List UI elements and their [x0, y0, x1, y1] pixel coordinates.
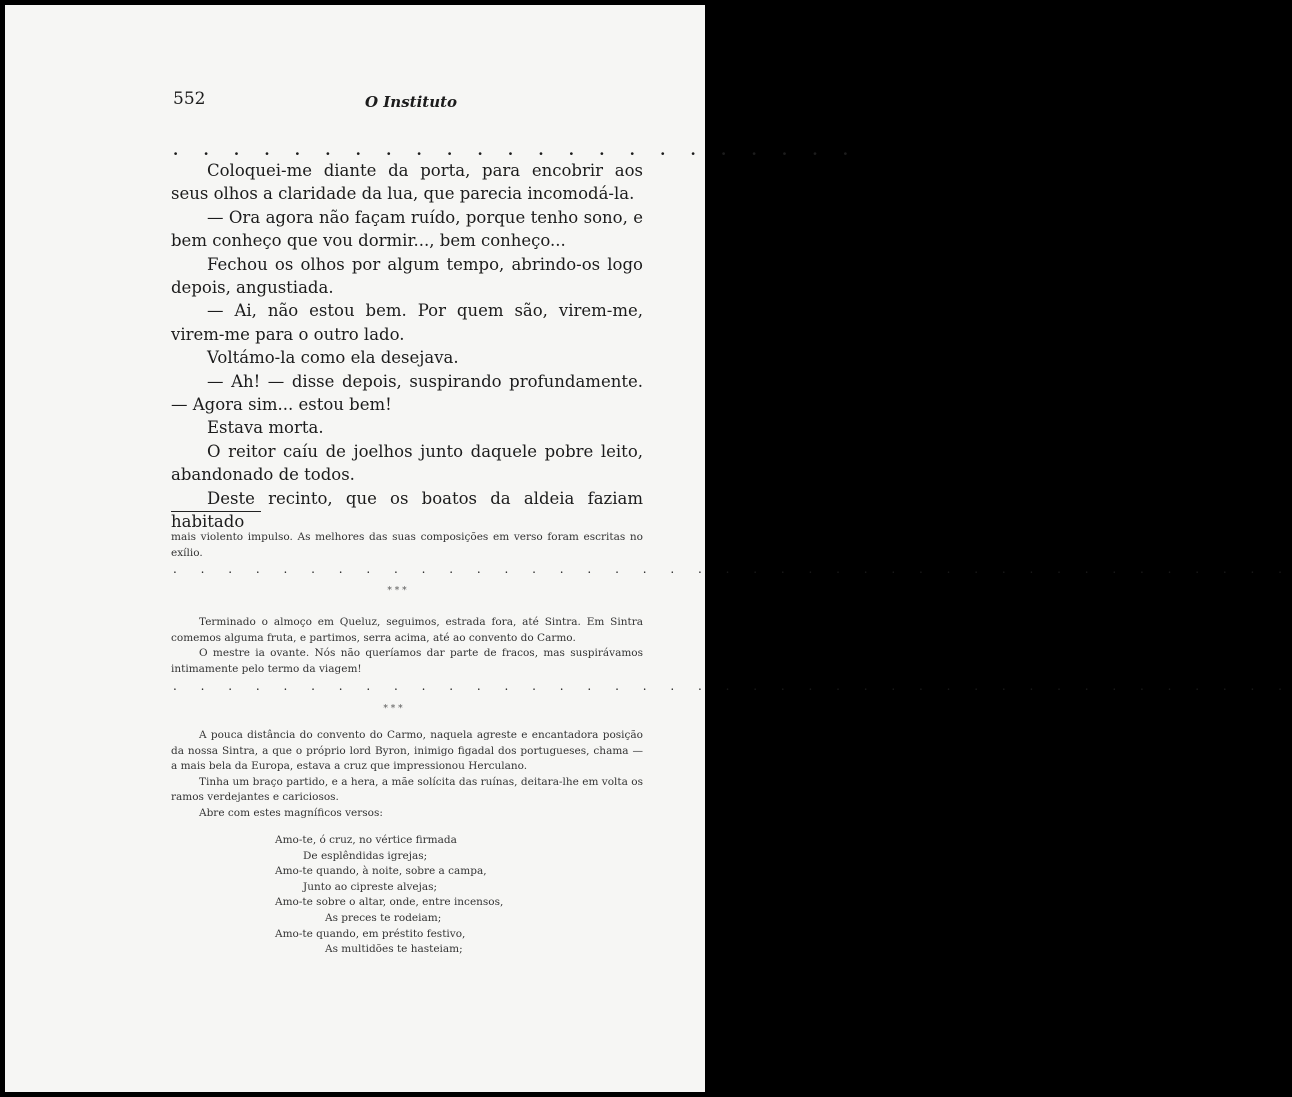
asterism: * * * — [387, 586, 407, 596]
paragraph: Deste recinto, que os boatos da aldeia faziam habitado — [171, 488, 643, 532]
footnote-paragraph: A pouca distância do convento do Carmo, naquela agreste e encantadora posição da nossa Sintra, a que o próprio lord Byron, inimigo figadal dos portugueses, chama — a mais bela da Europa, estava a cruz que impressionou Herculano. — [171, 729, 643, 772]
poem-line: Amo-te quando, à noite, sobre a campa, — [275, 865, 487, 878]
paragraph: — Ah! — disse depois, suspirando profundamente. — Agora sim... estou bem! — [171, 371, 643, 415]
footnote-continuation — [171, 530, 643, 561]
poem-line: Amo-te, ó cruz, no vértice firmada — [275, 834, 457, 846]
paragraph: Estava morta. — [207, 418, 324, 438]
paragraph: O reitor caíu de joelhos junto daquele pobre leito, abandonado de todos. — [171, 441, 643, 485]
main-text — [171, 159, 643, 534]
poem-line: As multidões te hasteiam; — [325, 943, 463, 956]
ellipsis-divider: . . . . . . . . . . . . . . . . . . . . . . . — [173, 141, 858, 159]
footnote-rule — [171, 511, 261, 512]
running-title: O Instituto — [365, 93, 458, 111]
paragraph: — Ai, não estou bem. Por quem são, virem-me, virem-me para o outro lado. — [171, 301, 643, 344]
poem-line: Amo-te quando, em préstito festivo, — [275, 927, 466, 940]
book-page — [5, 5, 1292, 1092]
footnote-paragraph: O mestre ia ovante. Nós não queríamos dar parte de fracos, mas suspirávamos intimamente pelo termo da viagem! — [171, 647, 643, 675]
paragraph: Coloquei-me diante da porta, para encobrir aos seus olhos a claridade da lua, que parecia incomodá-la. — [171, 161, 643, 204]
footnote-paragraph: Terminado o almoço em Queluz, seguimos, estrada fora, até Sintra. Em Sintra comemos alguma fruta, e partimos, serra acima, até ao convento do Carmo. — [171, 616, 643, 644]
footnote-ellipsis: . . . . . . . . . . . . . . . . . . . . . . . . . . . . . . . . . . . . . . . . . — [173, 562, 1292, 576]
paragraph: Fechou os olhos por algum tempo, abrindo-os logo depois, angustiada. — [171, 254, 643, 298]
footnote-ellipsis: . . . . . . . . . . . . . . . . . . . . . . . . . . . . . . . . . . . . . . . . . — [173, 679, 1292, 693]
footnote-paragraph: Abre com estes magníficos versos: — [199, 806, 383, 819]
paragraph: — Ora agora não façam ruído, porque tenho sono, e bem conheço que vou dormir..., bem conheço... — [171, 207, 643, 251]
poem-line: Junto ao cipreste alvejas; — [303, 880, 438, 893]
footnote-paragraph: mais violento impulso. As melhores das suas composições em verso foram escritas no exílio. — [171, 531, 643, 559]
page-number: 552 — [173, 89, 206, 109]
poem-line: De esplêndidas igrejas; — [303, 849, 428, 862]
footnote-section-b — [171, 728, 643, 821]
footnote-paragraph: Tinha um braço partido, e a hera, a mãe solícita das ruínas, deitara-lhe em volta os ramos verdejantes e cariciosos. — [171, 775, 643, 803]
asterism: * * * — [383, 704, 403, 714]
paragraph: Voltámo-la como ela desejava. — [207, 348, 459, 368]
poem — [275, 833, 575, 958]
footnote-section-a — [171, 615, 643, 677]
poem-line: As preces te rodeiam; — [325, 911, 442, 924]
poem-line: Amo-te sobre o altar, onde, entre incensos, — [275, 896, 504, 909]
